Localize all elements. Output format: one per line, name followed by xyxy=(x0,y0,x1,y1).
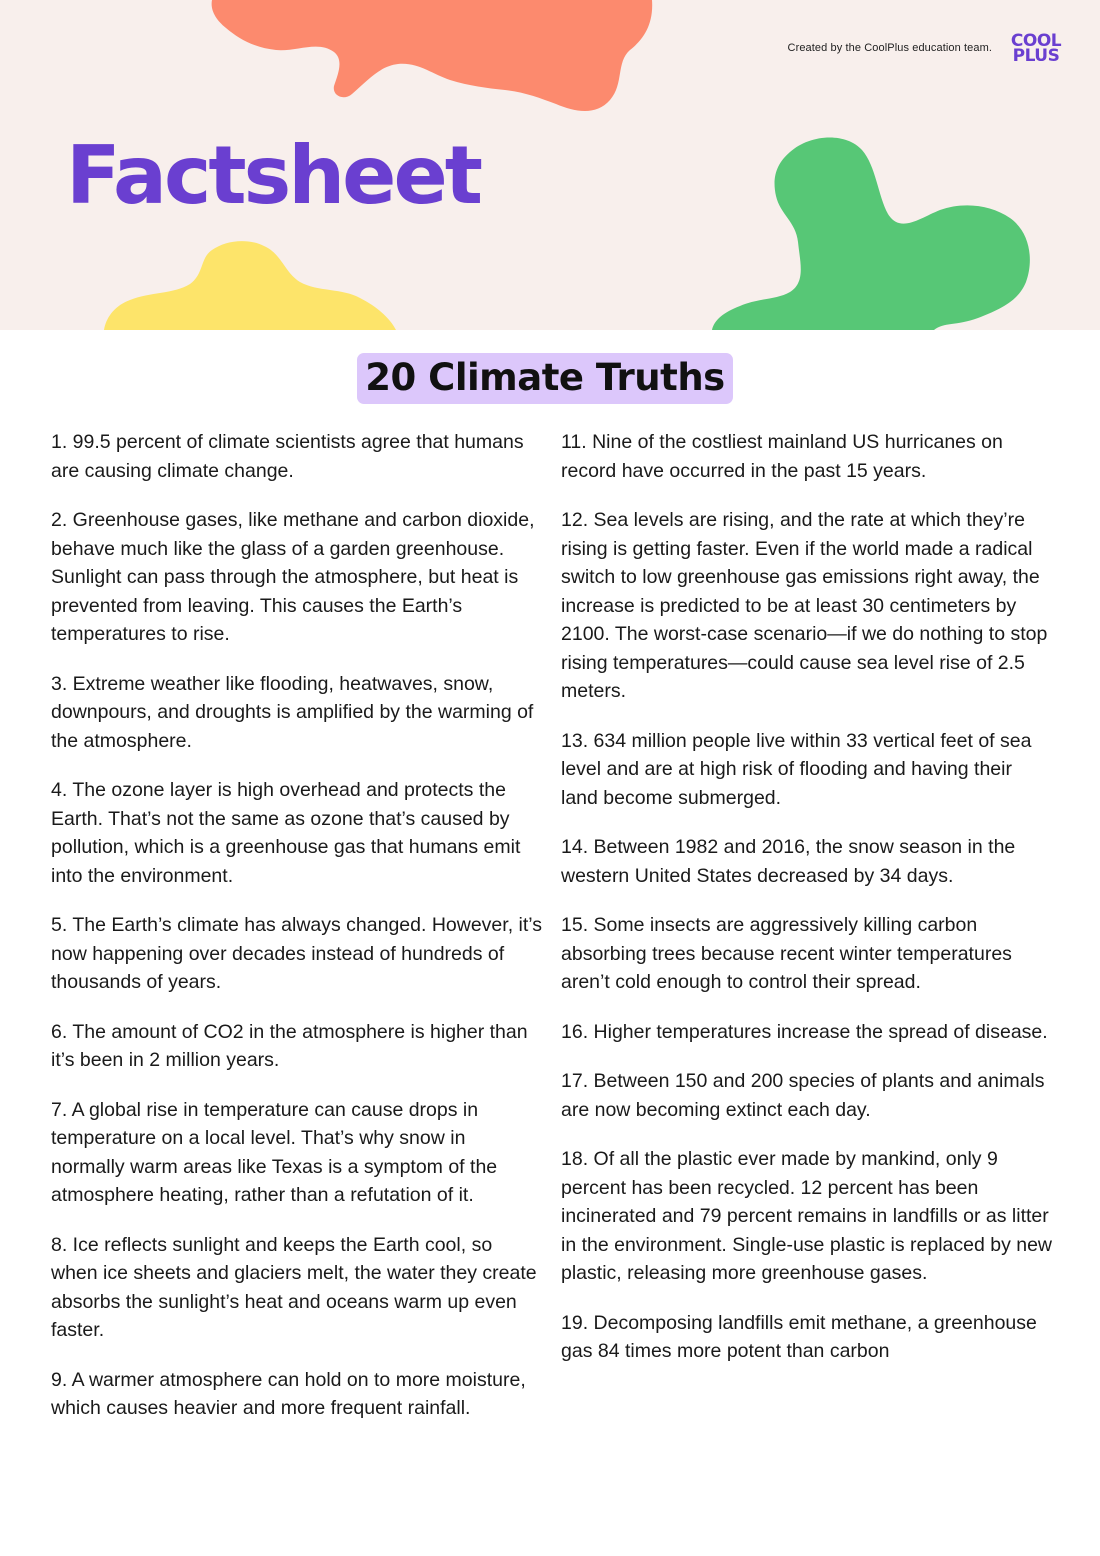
logo-line-cool: COOL xyxy=(1010,31,1062,51)
subtitle-container xyxy=(0,353,1090,404)
fact-item: 5. The Earth’s climate has always changed. However, it’s now happening over decades instead of hundreds of thousands of years. xyxy=(51,914,543,993)
fact-item: 13. 634 million people live within 33 vertical feet of sea level and are at high risk of flooding and having their land become submerged. xyxy=(561,729,1032,809)
fact-item: 18. Of all the plastic ever made by mankind, only 9 percent has been recycled. 12 percent has been incinerated and 79 percent remains in landfills or as litter in the environment. Single-use plastic is replaced by new plastic, releasing more greenhouse gases. xyxy=(561,1148,1053,1284)
header-banner xyxy=(0,0,1100,330)
credit-text: Created by the CoolPlus education team. xyxy=(787,42,992,54)
fact-item: 11. Nine of the costliest mainland US hurricanes on record have occurred in the past 15 years. xyxy=(561,431,1003,482)
fact-item: 2. Greenhouse gases, like methane and carbon dioxide, behave much like the glass of a garden greenhouse. Sunlight can pass through the atmosphere, but heat is prevented from leaving. This causes the Earth’s temperatures to rise. xyxy=(51,509,535,645)
fact-item: 6. The amount of CO2 in the atmosphere is higher than it’s been in 2 million years. xyxy=(51,1020,528,1071)
fact-item: 19. Decomposing landfills emit methane, a greenhouse gas 84 times more potent than carbon xyxy=(561,1311,1037,1362)
fact-item: 3. Extreme weather like flooding, heatwaves, snow, downpours, and droughts is amplified by the warming of the atmosphere. xyxy=(51,672,534,752)
yellow-blob-shape xyxy=(104,241,396,330)
facts-column-right xyxy=(561,428,1053,1387)
page-title: Factsheet xyxy=(66,129,480,222)
green-blob-shape xyxy=(712,137,1030,330)
fact-item: 17. Between 150 and 200 species of plants and animals are now becoming extinct each day. xyxy=(561,1070,1045,1121)
facts-column-left xyxy=(51,428,543,1444)
fact-item: 7. A global rise in temperature can cause drops in temperature on a local level. That’s why snow in normally warm areas like Texas is a symptom of the atmosphere heating, rather than a refutation of it. xyxy=(51,1098,498,1206)
orange-blob-shape xyxy=(212,0,653,111)
coolplus-logo xyxy=(1001,31,1071,66)
fact-item: 4. The ozone layer is high overhead and protects the Earth. That’s not the same as ozone that’s caused by pollution, which is a greenhouse gas that humans emit into the environment. xyxy=(51,779,521,887)
fact-item: 16. Higher temperatures increase the spread of disease. xyxy=(561,1020,1048,1043)
logo-line-plus: PLUS xyxy=(1012,46,1060,66)
fact-item: 9. A warmer atmosphere can hold on to more moisture, which causes heavier and more frequent rainfall. xyxy=(51,1368,526,1419)
section-heading: 20 Climate Truths xyxy=(357,353,732,404)
fact-item: 15. Some insects are aggressively killing carbon absorbing trees because recent winter temperatures aren’t cold enough to control their spread. xyxy=(561,914,1012,993)
fact-item: 14. Between 1982 and 2016, the snow season in the western United States decreased by 34 days. xyxy=(561,836,1016,887)
fact-item: 12. Sea levels are rising, and the rate at which they’re rising is getting faster. Even if the world made a radical switch to low greenhouse gas emissions right away, the increase is predicted to be at least 30 centimeters by 2100. The worst-case scenario—if we do nothing to stop rising temperatures—could cause sea level rise of 2.5 meters. xyxy=(561,509,1048,702)
fact-item: 1. 99.5 percent of climate scientists agree that humans are causing climate change. xyxy=(51,431,524,482)
fact-item: 8. Ice reflects sunlight and keeps the Earth cool, so when ice sheets and glaciers melt, the water they create absorbs the sunlight’s heat and oceans warm up even faster. xyxy=(51,1233,537,1341)
